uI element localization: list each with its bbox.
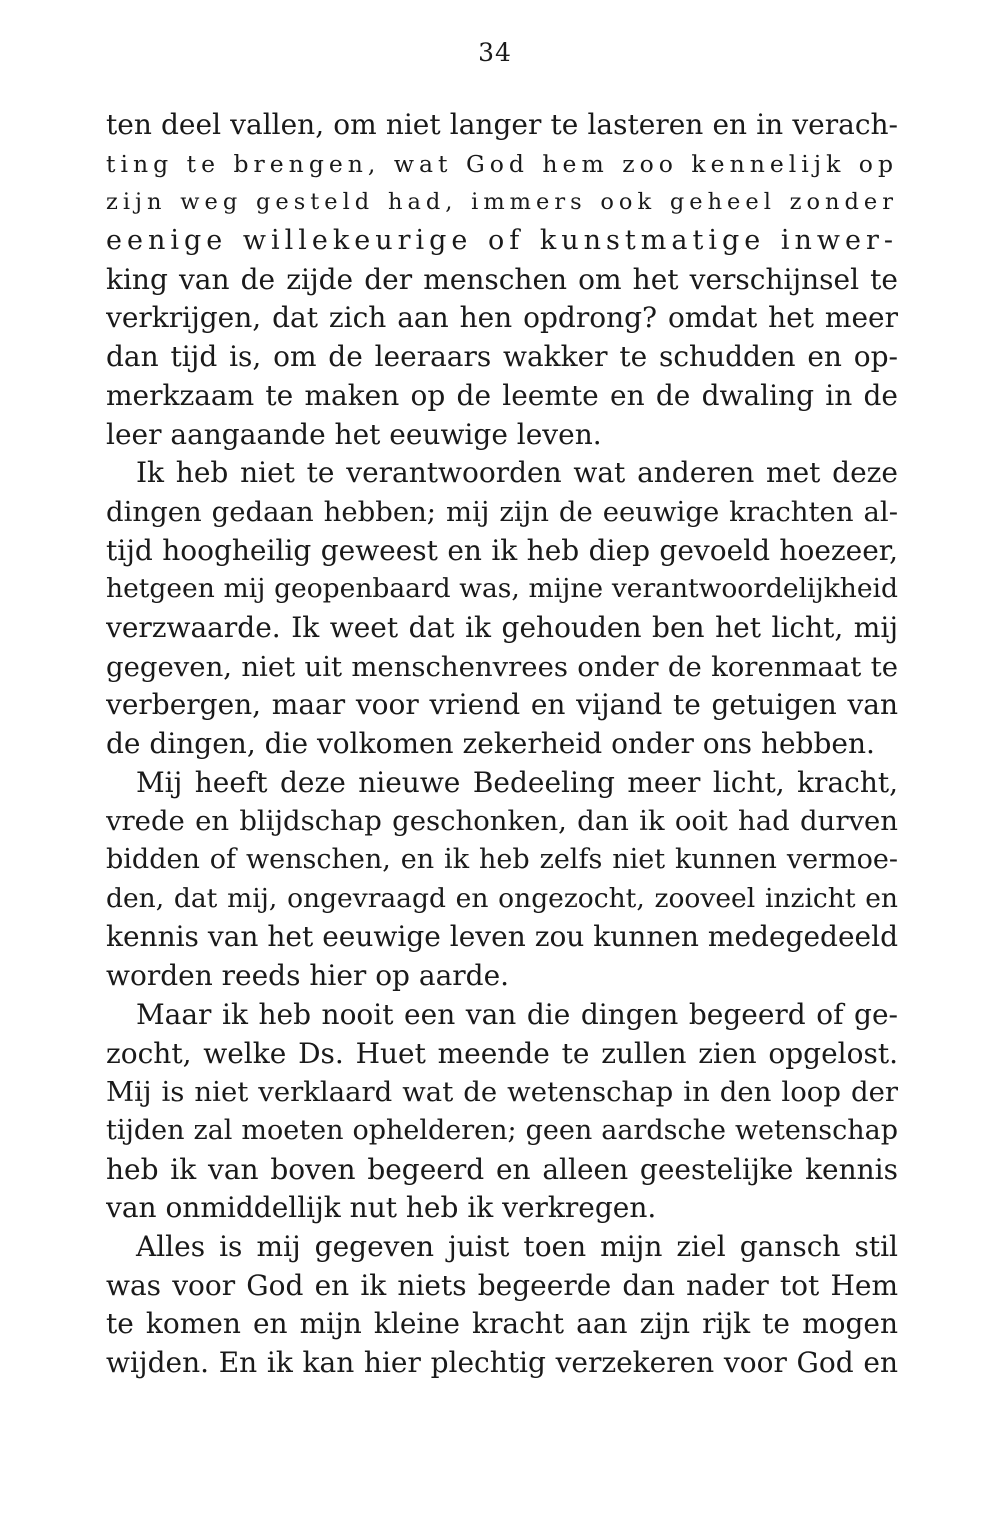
text-line: te komen en mijn kleine kracht aan zijn rijk te mogen [106,1307,898,1341]
text-line: van onmiddellijk nut heb ik verkregen. [106,1191,657,1225]
text-line: verzwaarde. Ik weet dat ik gehouden ben het licht, mij [106,610,898,644]
text-line: verkrijgen, dat zich aan hen opdrong? omdat het meer [106,301,898,335]
text-line: zijn weg gesteld had, immers ook geheel zonder [106,189,898,216]
text-line: Mij is niet verklaard wat de wetenschap in den loop der [106,1076,898,1109]
text-line: ting te brengen, wat God hem zoo kennelijk op [106,149,898,178]
text-line: den, dat mij, ongevraagd en ongezocht, zooveel inzicht en [106,882,898,914]
text-line: kennis van het eeuwige leven zou kunnen medegedeeld [106,920,898,954]
text-line: heb ik van boven begeerd en alleen geestelijke kennis [106,1152,898,1186]
text-line: leer aangaande het eeuwige leven. [106,417,602,451]
text-line: verbergen, maar voor vriend en vijand te getuigen van [106,688,898,722]
text-line: de dingen, die volkomen zekerheid onder ons hebben. [106,727,875,760]
text-line: bidden of wenschen, en ik heb zelfs niet kunnen vermoe- [106,844,898,876]
text-line: king van de zijde der menschen om het verschijnsel te [106,262,898,296]
text-line: Mij heeft deze nieuwe Bedeeling meer licht, kracht, [136,765,898,799]
text-line: dan tijd is, om de leeraars wakker te schudden en op- [106,340,898,374]
page-number: 34 [478,38,512,67]
text-line: tijden zal moeten ophelderen; geen aardsche wetenschap [106,1114,898,1146]
text-line: ten deel vallen, om niet langer te lasteren en in verach- [106,108,898,141]
body-text [106,106,898,1383]
text-line: was voor God en ik niets begeerde dan nader tot Hem [106,1268,898,1302]
text-line: merkzaam te maken op de leemte en de dwaling in de [106,378,898,412]
text-line: gegeven, niet uit menschenvrees onder de korenmaat te [106,650,898,683]
text-line: hetgeen mij geopenbaard was, mijne verantwoordelijkheid [106,573,898,605]
text-line: Ik heb niet te verantwoorden wat anderen met deze [136,456,898,490]
text-line: dingen gedaan hebben; mij zijn de eeuwige krachten al- [106,495,898,528]
text-line: zocht, welke Ds. Huet meende te zullen zien opgelost. [106,1036,898,1070]
text-line: worden reeds hier op aarde. [106,959,510,993]
text-line: vrede en blijdschap geschonken, dan ik ooit had durven [106,805,898,838]
text-line: eenige willekeurige of kunstmatige inwer- [106,225,898,257]
text-line: Alles is mij gegeven juist toen mijn ziel gansch stil [136,1229,898,1263]
text-line: Maar ik heb nooit een van die dingen begeerd of ge- [136,997,898,1031]
text-line: wijden. En ik kan hier plechtig verzekeren voor God en [106,1346,898,1379]
text-line: tijd hoogheilig geweest en ik heb diep gevoeld hoezeer, [106,533,898,567]
